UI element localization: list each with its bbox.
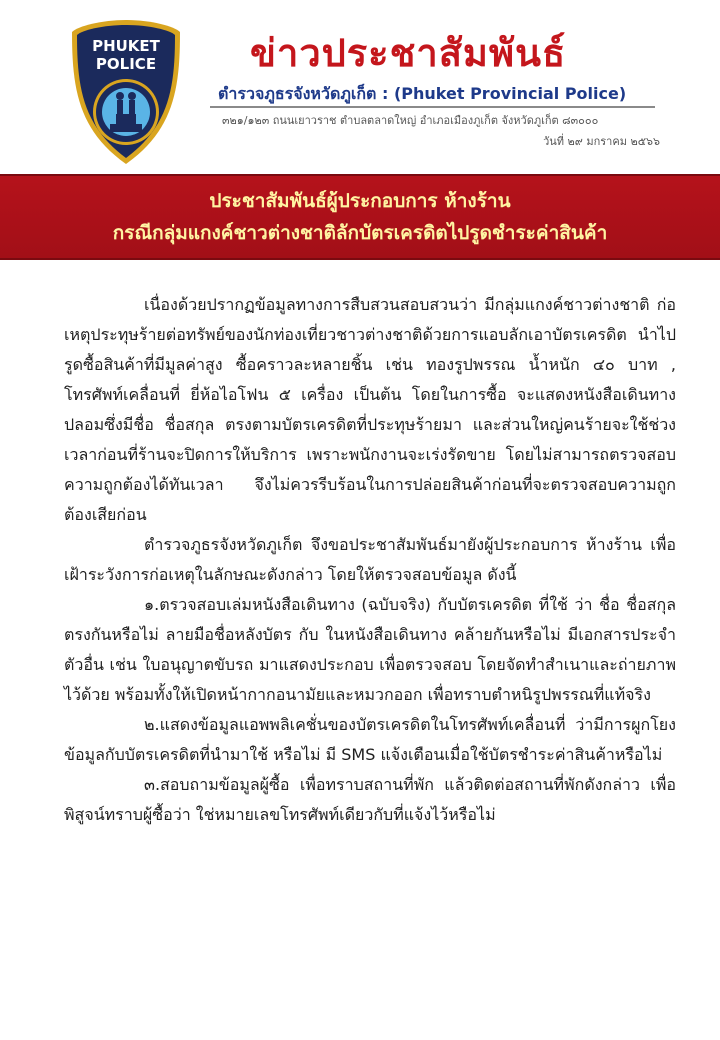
- banner-title-line2: กรณีกลุ่มแกงค์ชาวต่างชาติลักบัตรเครดิตไปรูดชำระค่าสินค้า: [112, 222, 608, 244]
- badge-line1: PHUKET: [92, 37, 160, 55]
- paragraph-item-3: ๓.สอบถามข้อมูลผู้ซื้อ เพื่อทราบสถานที่พัก แล้วติดต่อสถานที่พักดังกล่าว เพื่อพิสูจน์ทราบผู้ซื้อว่า ใช่หมายเลขโทรศัพท์เดียวกับที่แจ้งไว้หรือไม่: [64, 775, 676, 824]
- paragraph-request: ตำรวจภูธรจังหวัดภูเก็ต จึงขอประชาสัมพันธ์มายังผู้ประกอบการ ห้างร้าน เพื่อเฝ้าระวังการก่อเหตุในลักษณะดังกล่าว โดยให้ตรวจสอบข้อมูล ดังนี้: [64, 535, 676, 584]
- police-badge-icon: [70, 18, 182, 166]
- page-subtitle: ตำรวจภูธรจังหวัดภูเก็ต : (Phuket Provincial Police): [218, 84, 627, 103]
- document-header: [0, 0, 720, 170]
- badge-line2: POLICE: [95, 55, 157, 73]
- banner-title-line1: ประชาสัมพันธ์ผู้ประกอบการ ห้างร้าน: [209, 190, 511, 212]
- header-divider: [210, 106, 655, 108]
- paragraph-item-1: ๑.ตรวจสอบเล่มหนังสือเดินทาง (ฉบับจริง) กับบัตรเครดิต ที่ใช้ ว่า ชื่อ ชื่อสกุล ตรงกันหรือไม่ ลายมือชื่อหลังบัตร กับ ในหนังสือเดินทาง คล้ายกันหรือไม่ มีเอกสารประจำตัวอื่น เช่น ใบอนุญาตขับรถ มาแสดงประกอบ เพื่อตรวจสอบ โดยจัดทำสำเนาและถ่ายภาพไว้ด้วย พร้อมทั้งให้เปิดหน้ากากอนามัยและหมวกออก เพื่อทราบตำหนิรูปพรรณที่แท้จริง: [64, 595, 676, 704]
- announcement-banner: [0, 174, 720, 260]
- paragraph-intro: เนื่องด้วยปรากฏข้อมูลทางการสืบสวนสอบสวนว่า มีกลุ่มแกงค์ชาวต่างชาติ ก่อเหตุประทุษร้ายต่อทรัพย์ของนักท่องเที่ยวชาวต่างชาติด้วยการแอบลักเอาบัตรเครดิต นำไปรูดซื้อสินค้าที่มีมูลค่าสูง ซื้อคราวละหลายชิ้น เช่น ทองรูปพรรณ น้ำหนัก ๔๐ บาท , โทรศัพท์เคลื่อนที่ ยี่ห้อไอโฟน ๕ เครื่อง เป็นต้น โดยในการซื้อ จะแสดงหนังสือเดินทางปลอมซึ่งมีชื่อ ชื่อสกุล ตรงตามบัตรเครดิตที่ประทุษร้ายมา และส่วนใหญ่คนร้ายจะใช้ช่วงเวลาก่อนที่ร้านจะปิดการให้บริการ เพราะพนักงานจะเร่งรัดขาย โดยไม่สามารถตรวจสอบความถูกต้องได้ทันเวลา จึงไม่ควรรีบร้อนในการปล่อยสินค้าก่อนที่จะตรวจสอบความถูกต้องเสียก่อน: [64, 295, 676, 524]
- paragraph-item-2: ๒.แสดงข้อมูลแอพพลิเคชั่นของบัตรเครดิตในโทรศัพท์เคลื่อนที่ ว่ามีการผูกโยงข้อมูลกับบัตรเครดิตที่นำมาใช้ หรือไม่ มี SMS แจ้งเตือนเมื่อใช้บัตรชำระค่าสินค้าหรือไม่: [64, 715, 676, 764]
- page-title: ข่าวประชาสัมพันธ์: [250, 30, 567, 75]
- office-address: ๓๒๑/๑๒๓ ถนนเยาวราช ตำบลตลาดใหญ่ อำเภอเมืองภูเก็ต จังหวัดภูเก็ต ๘๓๐๐๐: [222, 114, 599, 127]
- document-date: วันที่ ๒๙ มกราคม ๒๕๖๖: [543, 135, 660, 148]
- document-body: [64, 290, 676, 830]
